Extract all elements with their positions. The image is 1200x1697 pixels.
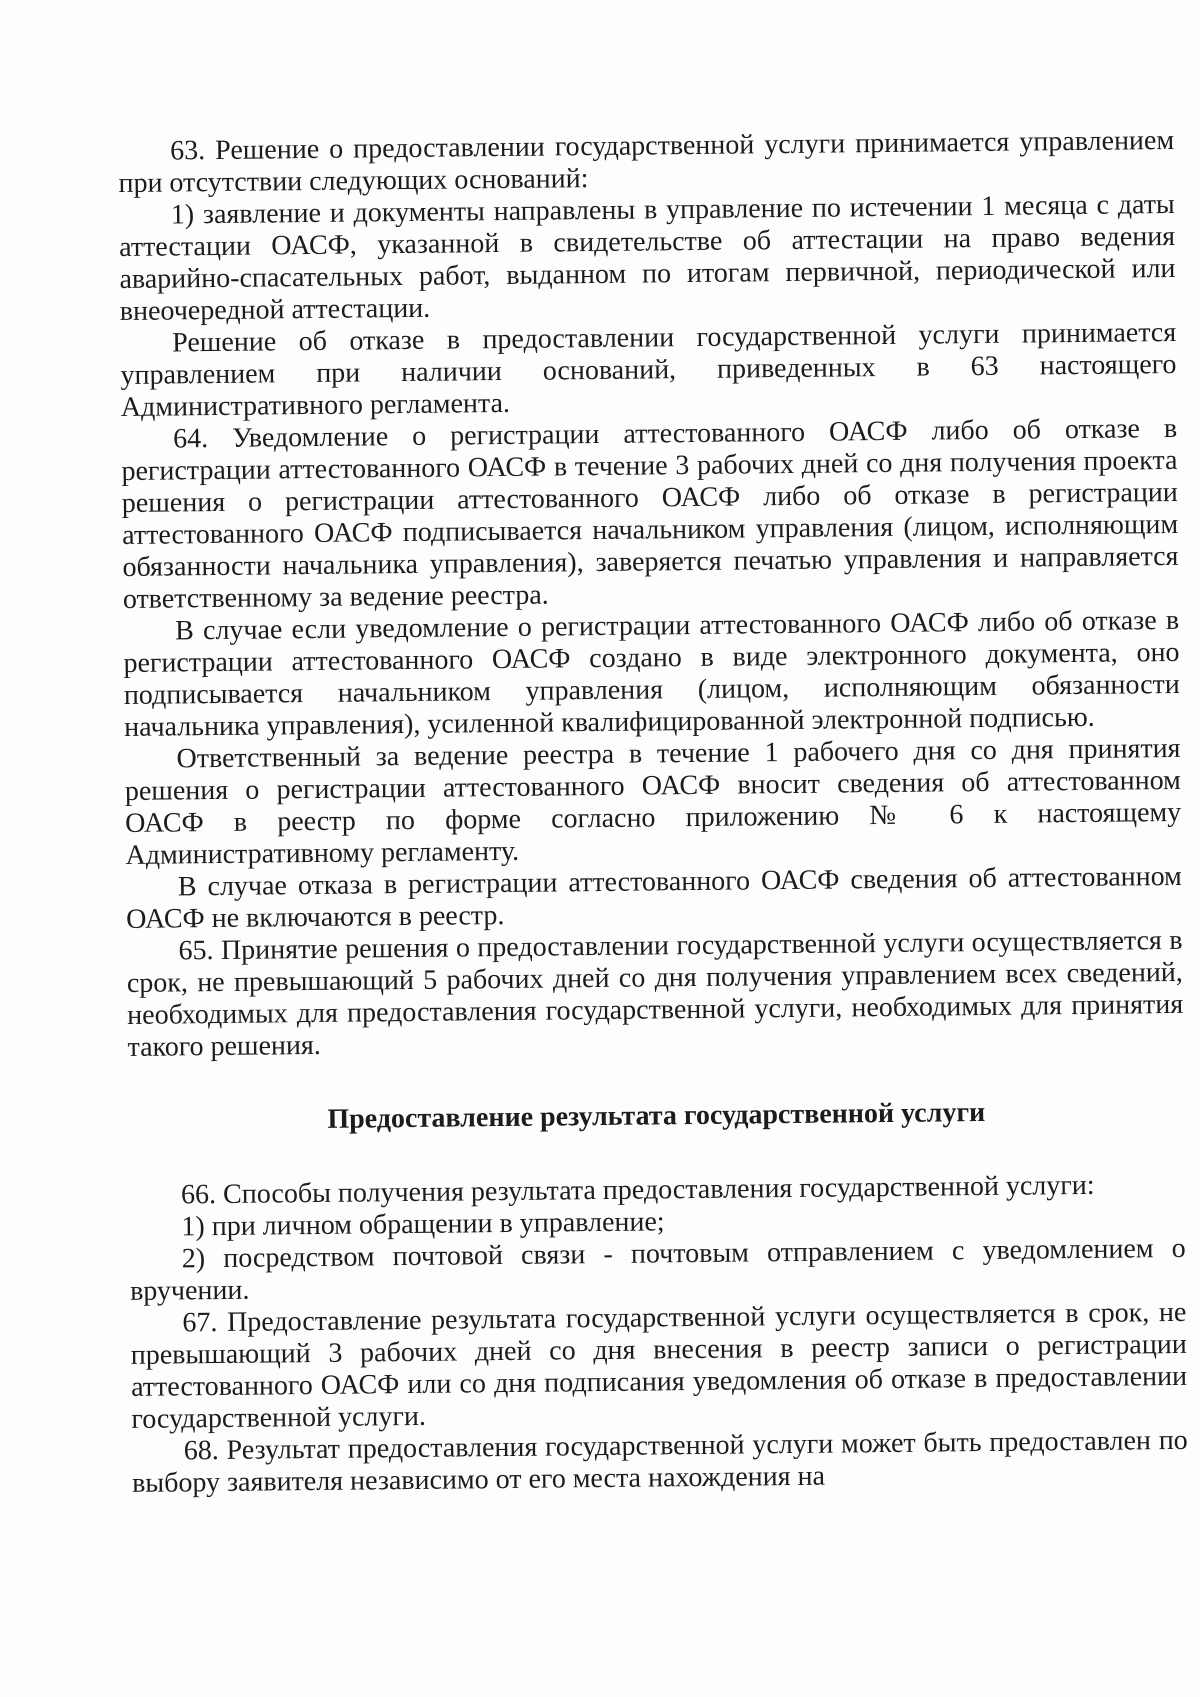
paragraph-63-item-1: 1) заявление и документы направлены в управление по истечении 1 месяца с даты аттестации ОАСФ, указанной в свидетельстве об аттестации на право ведения аварийно-спасательных работ, выданном по итогам первичной, периодической или внеочередной аттестации. [119, 188, 1176, 327]
paragraph-64-electronic: В случае если уведомление о регистрации аттестованного ОАСФ либо об отказе в регистрации аттестованного ОАСФ создано в виде электронного документа, оно подписывается начальником управления (лицом, исполняющим обязанности начальника управления), усиленной квалифицированной электронной подписью. [123, 604, 1180, 743]
document-body [118, 125, 1188, 1500]
paragraph-63-refusal: Решение об отказе в предоставлении государственной услуги принимается управлением при наличии оснований, приведенных в 63 настоящего Административного регламента. [120, 316, 1177, 423]
paragraph-64-refusal: В случае отказа в регистрации аттестованного ОАСФ сведения об аттестованном ОАСФ не включаются в реестр. [126, 860, 1182, 935]
paragraph-66-item-2: 2) посредством почтовой связи - почтовым отправлением с уведомлением о вручении. [129, 1232, 1186, 1307]
paragraph-64: 64. Уведомление о регистрации аттестованного ОАСФ либо об отказе в регистрации аттестованного ОАСФ в течение 3 рабочих дней со дня получения проекта решения о регистрации аттестованного ОАСФ либо об отказе в регистрации аттестованного ОАСФ подписывается начальником управления (лицом, исполняющим обязанности начальника управления), заверяется печатью управления и направляется ответственному за ведение реестра. [121, 412, 1179, 615]
paragraph-63: 63. Решение о предоставлении государственной услуги принимается управлением при отсутствии следующих оснований: [118, 124, 1175, 199]
paragraph-66-item-1: 1) при личном обращении в управление; [181, 1206, 665, 1243]
paragraph-64-registry: Ответственный за ведение реестра в течение 1 рабочего дня со дня принятия решения о регистрации аттестованного ОАСФ вносит сведения об аттестованном ОАСФ в реестр по форме согласно приложению № 6 к настоящему Административному регламенту. [124, 732, 1182, 871]
section-heading: Предоставление результата государственной услуги [327, 1096, 986, 1135]
paragraph-65: 65. Принятие решения о предоставлении государственной услуги осуществляется в срок, не превышающий 5 рабочих дней со дня получения управлением всех сведений, необходимых для предоставления государственной услуги, необходимых для принятия такого решения. [126, 924, 1184, 1063]
paragraph-68: 68. Результат предоставления государственной услуги может быть предоставлен по выбору заявителя независимо от его места нахождения на [131, 1424, 1188, 1499]
paragraph-66: 66. Способы получения результата предоставления государственной услуги: [180, 1169, 1095, 1211]
paragraph-67: 67. Предоставление результата государственной услуги осуществляется в срок, не превышающий 3 рабочих дней со дня внесения в реестр записи о регистрации аттестованного ОАСФ или со дня подписания уведомления об отказе в предоставлении государственной услуги. [130, 1296, 1188, 1435]
